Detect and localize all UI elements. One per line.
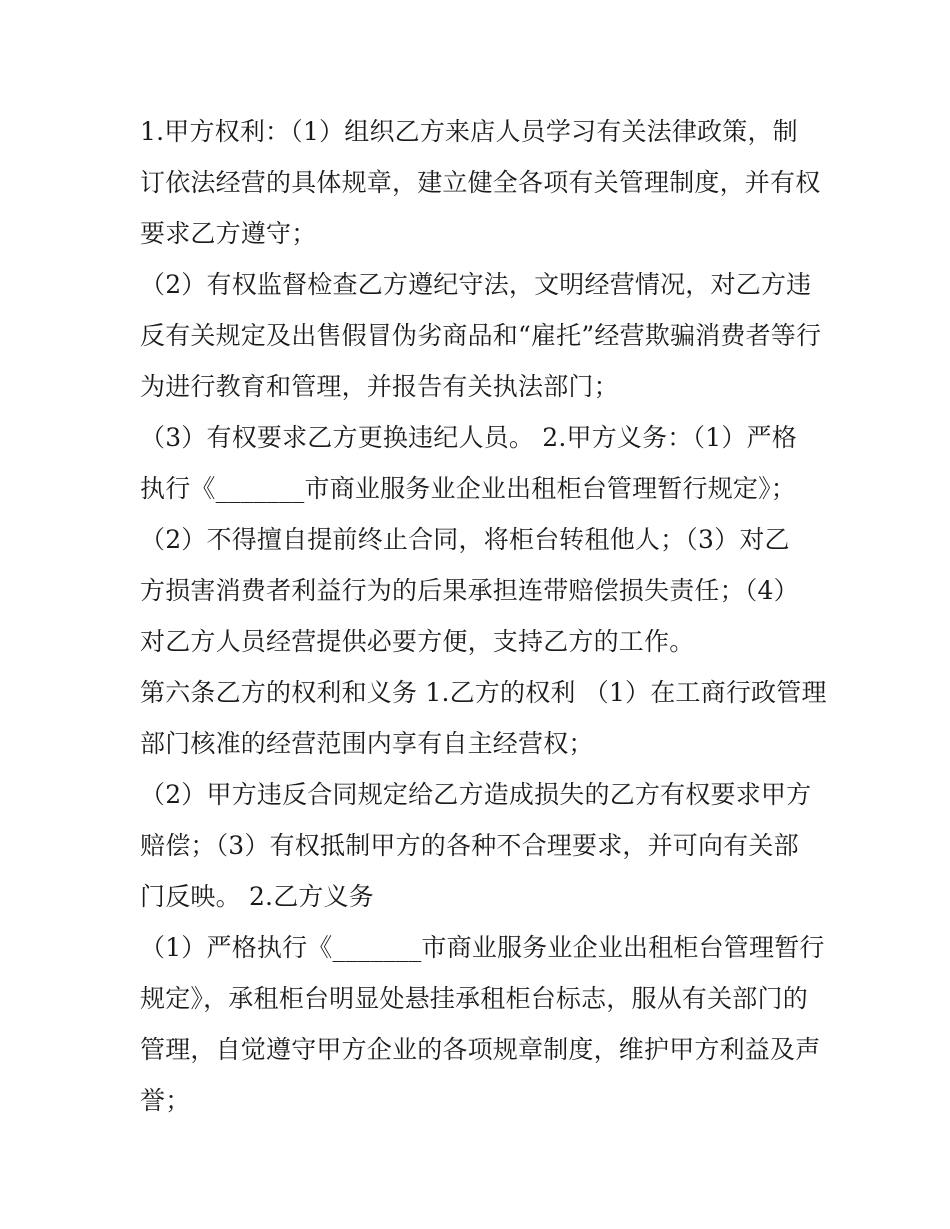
text-line: 赔偿；（3）有权抵制甲方的各种不合理要求，并可向有关部 — [140, 831, 799, 860]
text-line: 1.甲方权利：（1）组织乙方来店人员学习有关法律政策，制 — [140, 117, 798, 146]
text-line: 部门核准的经营范围内享有自主经营权； — [140, 729, 594, 758]
text-line: 对乙方人员经营提供必要方便，支持乙方的工作。 — [140, 627, 695, 656]
text-line: 为进行教育和管理，并报告有关执法部门； — [140, 372, 619, 401]
text-line: 第六条乙方的权利和义务 1.乙方的权利 （1）在工商行政管理 — [140, 678, 827, 707]
text-line: 反有关规定及出售假冒伪劣商品和“雇托”经营欺骗消费者等行 — [140, 321, 822, 350]
text-line: 誉； — [140, 1086, 191, 1115]
text-line: 订依法经营的具体规章，建立健全各项有关管理制度，并有权 — [140, 168, 821, 197]
text-line: 方损害消费者利益行为的后果承担连带赔偿损失责任；（4） — [140, 576, 799, 605]
document-body — [140, 106, 827, 1126]
text-line: （3）有权要求乙方更换违纪人员。 2.甲方义务：（1）严格 — [140, 423, 797, 452]
text-line: 管理，自觉遵守甲方企业的各项规章制度，维护甲方利益及声 — [140, 1035, 821, 1064]
text-line: （2）有权监督检查乙方遵纪守法，文明经营情况，对乙方违 — [140, 270, 812, 299]
text-line: （1）严格执行《_______市商业服务业企业出租柜台管理暂行 — [140, 933, 825, 962]
text-line: 要求乙方遵守； — [140, 219, 317, 248]
text-line: 门反映。 2.乙方义务 — [140, 882, 375, 911]
text-line: 执行《_______市商业服务业企业出租柜台管理暂行规定》； — [140, 474, 797, 503]
text-line: （2）不得擅自提前终止合同，将柜台转租他人；（3）对乙 — [140, 525, 790, 554]
text-line: （2）甲方违反合同规定给乙方造成损失的乙方有权要求甲方 — [140, 780, 812, 809]
text-line: 规定》，承租柜台明显处悬挂承租柜台标志，服从有关部门的 — [140, 984, 808, 1013]
